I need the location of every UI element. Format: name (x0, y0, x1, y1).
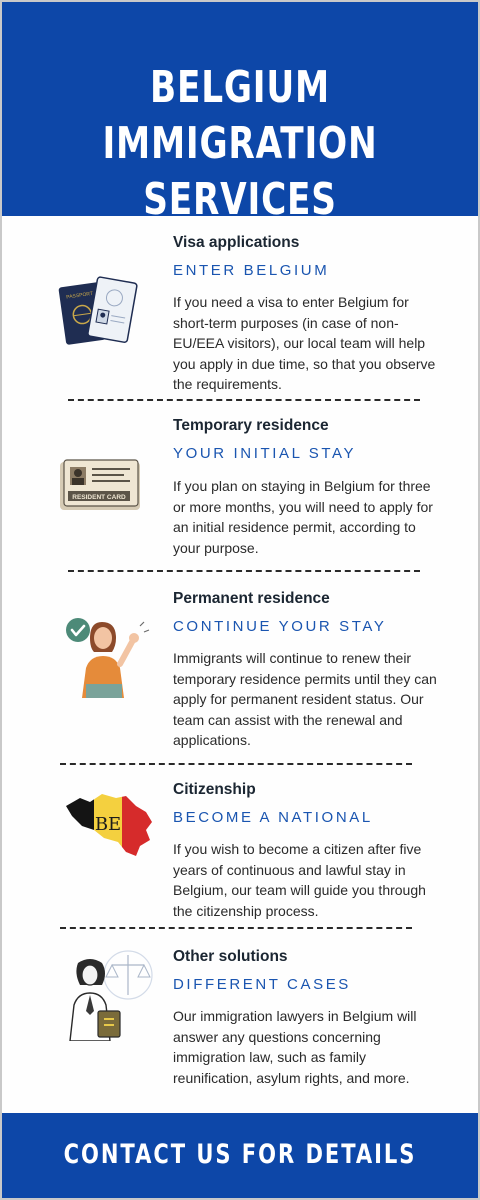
dashed-divider (68, 399, 420, 401)
section-description: If you plan on staying in Belgium for three or more months, you will need to apply for an initial residence permit, according to your purpose. (173, 478, 433, 556)
section-subtitle: YOUR INITIAL STAY (173, 445, 357, 462)
contact-cta-text: CONTACT US FOR DETAILS (63, 1139, 417, 1170)
section-title: Other solutions (173, 948, 288, 965)
lawyer-scales-icon (60, 945, 156, 1041)
passport-icon-label: PASSPORT (65, 290, 94, 301)
page-title: BELGIUM IMMIGRATION SERVICES (102, 62, 378, 225)
section-description: Our immigration lawyers in Belgium will answer any questions concerning immigration law, such as family reunification, asylum rights, and more. (173, 1008, 417, 1086)
header-banner (2, 2, 478, 225)
woman-checkmark-icon (62, 604, 152, 698)
belgium-map-icon (62, 788, 154, 862)
dashed-divider (60, 763, 412, 765)
section-title: Permanent residence (173, 590, 330, 607)
dashed-divider (68, 570, 420, 572)
section-subtitle: ENTER BELGIUM (173, 262, 330, 279)
resident-card-icon (58, 458, 142, 512)
dashed-divider (60, 927, 412, 929)
section-subtitle: DIFFERENT CASES (173, 976, 351, 993)
resident-card-label: RESIDENT CARD (72, 494, 126, 501)
footer-banner (2, 1113, 478, 1198)
section-description: If you wish to become a citizen after five years of continuous and lawful stay in Belgium, our team will guide you through the citizenship process. (173, 841, 426, 919)
passport-icon (56, 272, 140, 352)
section-title: Citizenship (173, 781, 256, 798)
belgium-code-label: BE (94, 814, 122, 835)
section-subtitle: BECOME A NATIONAL (173, 809, 373, 826)
section-subtitle: CONTINUE YOUR STAY (173, 618, 387, 635)
section-description: Immigrants will continue to renew their temporary residence permits until they can apply for permanent resident status. Our team can assist with the renewal and applications. (173, 650, 437, 748)
section-title: Temporary residence (173, 417, 329, 434)
section-title: Visa applications (173, 234, 300, 251)
section-description: If you need a visa to enter Belgium for short-term purposes (in case of non-EU/EEA visitors), our local team will help you apply in due time, so that you observe the requirements. (173, 294, 436, 392)
